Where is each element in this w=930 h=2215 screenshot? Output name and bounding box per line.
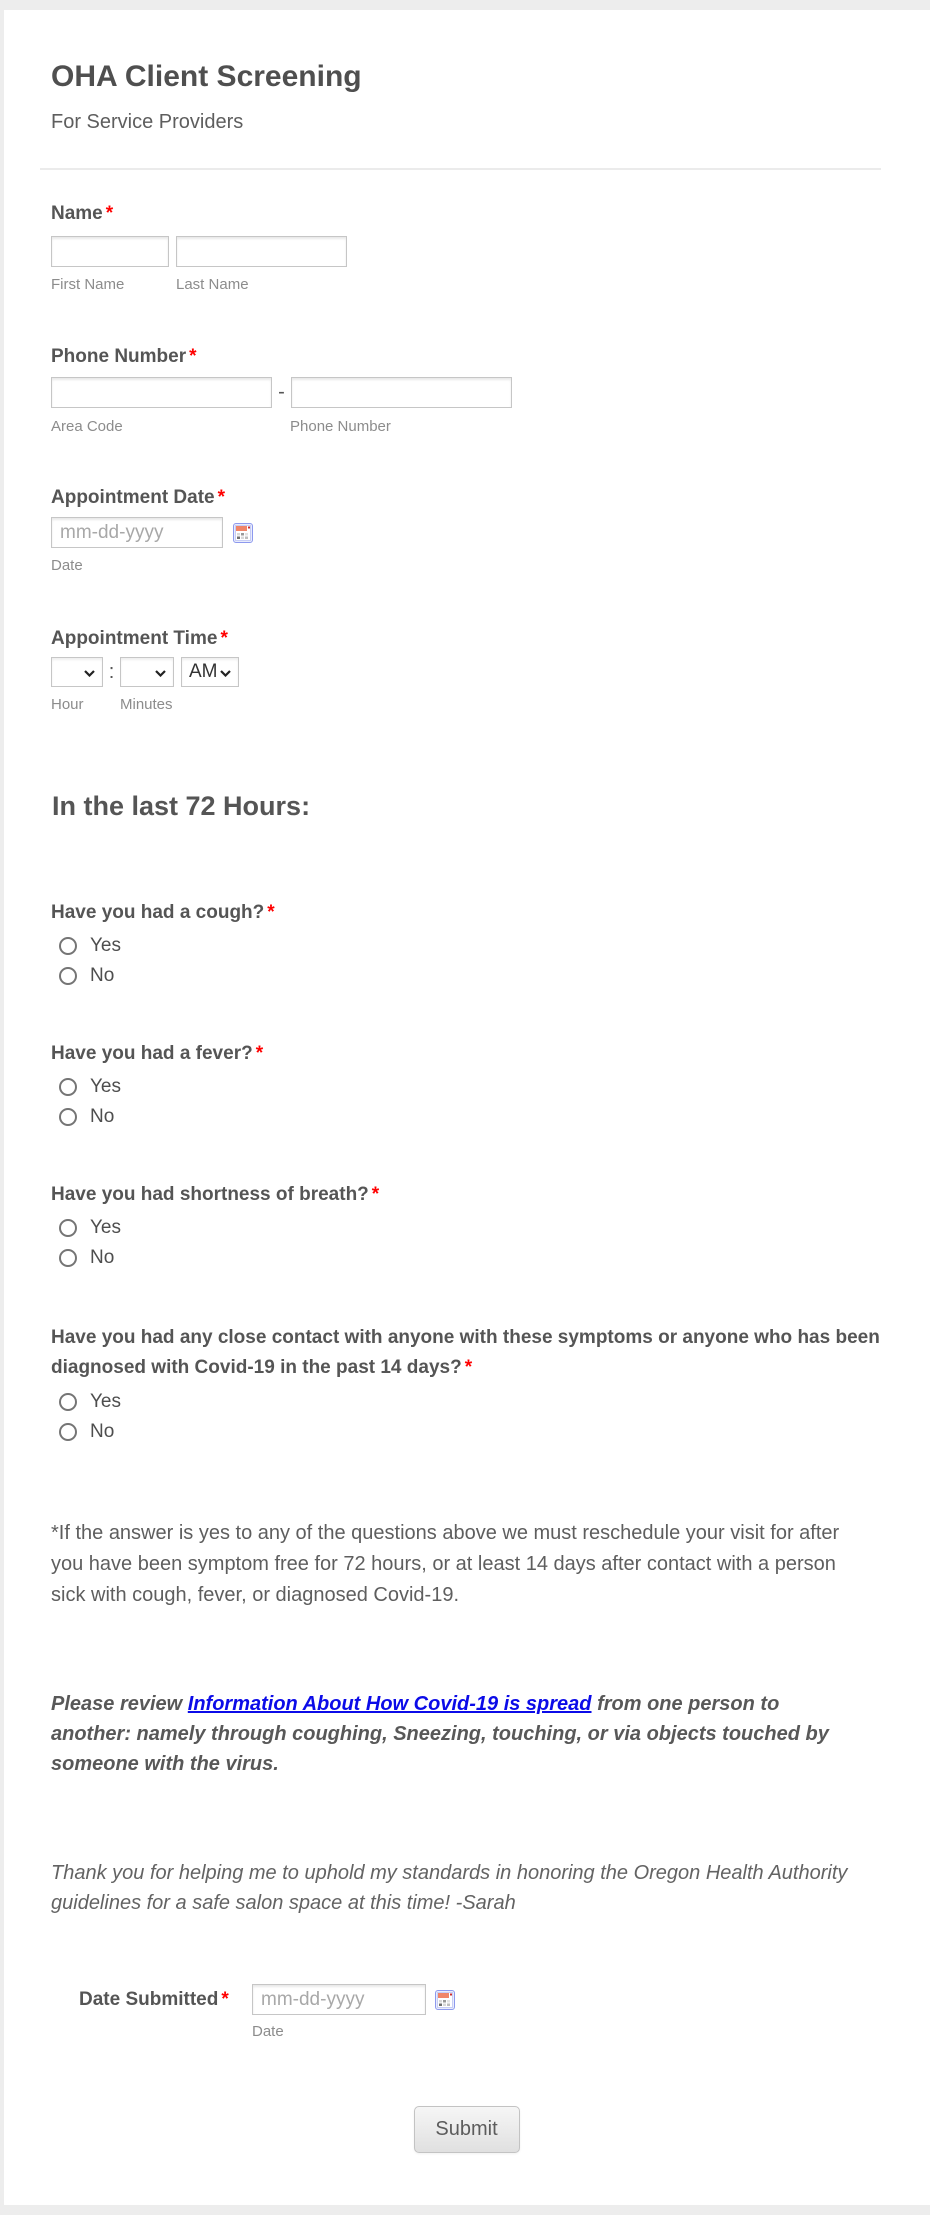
question-options (51, 931, 882, 991)
question-fever (51, 1041, 882, 1132)
option-label: Yes (90, 1391, 121, 1412)
phone-number-sublabel: Phone Number (290, 418, 391, 435)
option-row-yes (51, 1072, 882, 1102)
first-name-sublabel: First Name (51, 276, 125, 293)
area-code-sublabel: Area Code (51, 418, 123, 435)
radio-q1-yes[interactable] (59, 937, 77, 955)
covid-info-paragraph (51, 1689, 861, 1779)
chevron-down-icon (155, 661, 166, 683)
calendar-icon[interactable] (233, 523, 253, 543)
submit-row (51, 2106, 882, 2153)
option-row-no (51, 1102, 882, 1132)
phone-inputs-row (51, 377, 882, 408)
question-label: Have you had any close contact with anyone with these symptoms or anyone who has been diagnosed with Covid-19 in the past 14 days? * (51, 1327, 880, 1378)
date-submitted-row (51, 1984, 882, 2015)
phone-field-label: Phone Number * (51, 346, 197, 367)
page-subtitle: For Service Providers (51, 111, 244, 133)
option-row-yes (51, 931, 882, 961)
required-asterisk: * (371, 1184, 380, 1205)
covid-info-prefix: Please review (51, 1693, 188, 1715)
question-cough (51, 900, 882, 991)
hour-select[interactable] (51, 657, 103, 687)
minutes-sublabel: Minutes (120, 696, 173, 713)
covid-info-link[interactable]: Information About How Covid-19 is spread (187, 1693, 592, 1715)
question-label: Have you had shortness of breath? * (51, 1184, 380, 1205)
option-label: No (90, 965, 115, 986)
name-sublabels (51, 276, 882, 294)
phone-separator: - (278, 381, 285, 403)
radio-q2-no[interactable] (59, 1108, 77, 1126)
radio-q2-yes[interactable] (59, 1078, 77, 1096)
required-asterisk: * (189, 346, 197, 367)
question-options (51, 1213, 882, 1273)
header-divider (40, 168, 881, 170)
required-asterisk: * (217, 487, 226, 508)
covid-info-suffix: from one person to another: namely through coughing, Sneezing, touching, or via objects touched by someone with the virus. (51, 1693, 829, 1775)
question-options (51, 1387, 882, 1447)
option-label: No (90, 1421, 115, 1442)
phone-number-input[interactable] (291, 377, 512, 408)
name-inputs-row (51, 236, 882, 267)
question-label: Have you had a fever? * (51, 1043, 264, 1064)
appointment-time-row (51, 657, 882, 687)
option-row-yes (51, 1213, 882, 1243)
radio-q4-no[interactable] (59, 1423, 77, 1441)
thanks-note: Thank you for helping me to uphold my standards in honoring the Oregon Health Authority guidelines for a safe salon space at this time! -Sarah (51, 1862, 848, 1914)
radio-q3-yes[interactable] (59, 1219, 77, 1237)
section-heading: In the last 72 Hours: (52, 791, 311, 821)
option-label: Yes (90, 1217, 121, 1238)
question-shortness-of-breath (51, 1182, 882, 1273)
option-label: No (90, 1247, 115, 1268)
option-row-no (51, 961, 882, 991)
time-separator: : (108, 660, 115, 683)
radio-q3-no[interactable] (59, 1249, 77, 1267)
required-asterisk: * (221, 1988, 229, 2010)
hour-sublabel: Hour (51, 696, 84, 713)
form-card (4, 10, 930, 2205)
last-name-sublabel: Last Name (176, 276, 249, 293)
area-code-input[interactable] (51, 377, 272, 408)
last-name-input[interactable] (176, 236, 347, 267)
required-asterisk: * (220, 628, 228, 649)
question-close-contact (51, 1323, 882, 1447)
option-label: No (90, 1106, 115, 1127)
radio-q1-no[interactable] (59, 967, 77, 985)
date-submitted-sublabel: Date (252, 2023, 284, 2040)
chevron-down-icon (84, 661, 95, 683)
option-row-yes (51, 1387, 882, 1417)
question-label: Have you had a cough? * (51, 902, 275, 923)
appointment-date-row (51, 517, 882, 548)
calendar-icon[interactable] (435, 1990, 455, 2010)
appointment-date-sublabel: Date (51, 557, 83, 574)
appointment-date-label: Appointment Date * (51, 487, 226, 508)
option-row-no (51, 1417, 882, 1447)
option-label: Yes (90, 1076, 121, 1097)
option-label: Yes (90, 935, 121, 956)
question-options (51, 1072, 882, 1132)
time-sublabels (51, 696, 882, 714)
submit-button[interactable]: Submit (414, 2106, 520, 2153)
chevron-down-icon (220, 661, 231, 683)
required-asterisk: * (105, 203, 114, 224)
first-name-input[interactable] (51, 236, 169, 267)
required-asterisk: * (255, 1043, 264, 1064)
name-field-label: Name * (51, 203, 114, 224)
required-asterisk: * (267, 902, 275, 923)
phone-sublabels (51, 418, 882, 436)
date-submitted-input[interactable] (252, 1984, 426, 2015)
required-asterisk: * (464, 1357, 473, 1378)
reschedule-note: *If the answer is yes to any of the questions above we must reschedule your visit for after you have been symptom free for 72 hours, or at least 14 days after contact with a person sick with cough, fever, or diagnosed Covid-19. (51, 1522, 840, 1606)
minutes-select[interactable] (120, 657, 174, 687)
option-row-no (51, 1243, 882, 1273)
ampm-select[interactable]: AM (181, 657, 239, 687)
appointment-date-input[interactable] (51, 517, 223, 548)
appointment-time-label: Appointment Time * (51, 628, 228, 649)
page-title: OHA Client Screening (51, 60, 362, 93)
date-submitted-label: Date Submitted * (79, 1988, 229, 2010)
radio-q4-yes[interactable] (59, 1393, 77, 1411)
